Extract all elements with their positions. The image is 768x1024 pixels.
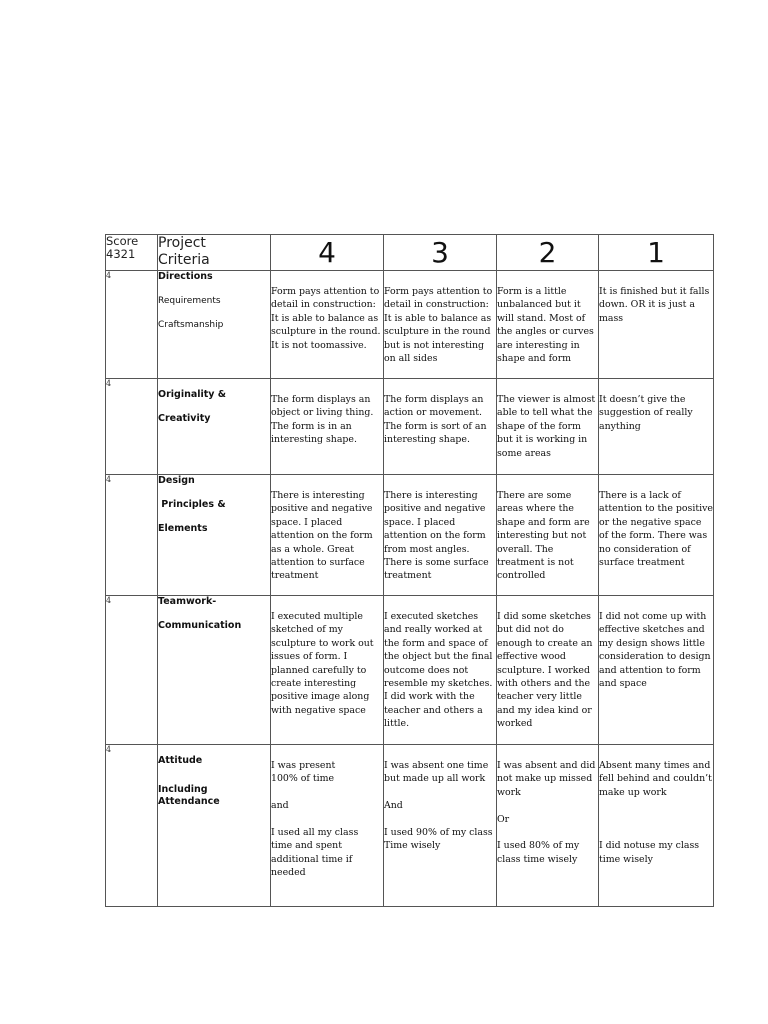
level-4-cell: Form pays attention to detail in construction: It is able to balance as sculpture in the round. It is not toomassive. (271, 271, 384, 379)
table-row (106, 596, 714, 745)
level-4-cell: I was present 100% of time and I used all my class time and spent additional time if needed (271, 745, 384, 907)
criteria-label: Originality & (158, 389, 227, 400)
criteria-label: Directions (158, 271, 213, 282)
level-1-cell: It doesn’t give the suggestion of really anything (599, 379, 714, 475)
score-cell: 4 (106, 745, 158, 907)
level-1-cell: There is a lack of attention to the positive or the negative space of the form. There was no consideration of surface treatment (599, 475, 714, 596)
table-row (106, 745, 714, 907)
level-2-cell: I was absent and did not make up missed work Or I used 80% of my class time wisely (497, 745, 599, 907)
criteria-label: Including Attendance (158, 784, 220, 807)
criteria-header: Project Criteria (158, 235, 271, 271)
level-header-1: 1 (599, 235, 714, 271)
level-4-cell: There is interesting positive and negative space. I placed attention on the form as a whole. Great attention to surface treatment (271, 475, 384, 596)
criteria-cell (158, 379, 271, 475)
table-row (106, 475, 714, 596)
level-1-cell: I did not come up with effective sketches and my design shows little consideration to design and attention to form and space (599, 596, 714, 745)
criteria-sub-label: Requirements (158, 296, 221, 306)
level-2-cell: Form is a little unbalanced but it will stand. Most of the angles or curves are interesting in shape and form (497, 271, 599, 379)
criteria-sub-label: Craftsmanship (158, 320, 224, 330)
level-1-cell: It is finished but it falls down. OR it is just a mass (599, 271, 714, 379)
criteria-label: Design (158, 475, 195, 486)
criteria-cell (158, 596, 271, 745)
level-3-cell: The form displays an action or movement. The form is sort of an interesting shape. (384, 379, 497, 475)
level-header-4: 4 (271, 235, 384, 271)
level-1-cell: Absent many times and fell behind and couldn’t make up work I did notuse my class time wisely (599, 745, 714, 907)
rubric-table (105, 234, 714, 907)
level-3-cell: I was absent one time but made up all work And I used 90% of my class Time wisely (384, 745, 497, 907)
score-cell: 4 (106, 379, 158, 475)
criteria-label: Attitude (158, 755, 203, 766)
level-4-cell: The form displays an object or living thing. The form is in an interesting shape. (271, 379, 384, 475)
table-row (106, 271, 714, 379)
score-cell: 4 (106, 596, 158, 745)
score-cell: 4 (106, 475, 158, 596)
criteria-label: Principles & (158, 499, 226, 510)
level-3-cell: There is interesting positive and negative space. I placed attention on the form from most angles. There is some surface treatment (384, 475, 497, 596)
table-row (106, 379, 714, 475)
level-4-cell: I executed multiple sketched of my sculpture to work out issues of form. I planned carefully to create interesting positive image along with negative space (271, 596, 384, 745)
level-2-cell: The viewer is almost able to tell what the shape of the form but it is working in some areas (497, 379, 599, 475)
criteria-label: Communication (158, 620, 242, 631)
criteria-label: Teamwork- (158, 596, 217, 607)
level-header-3: 3 (384, 235, 497, 271)
score-cell: 4 (106, 271, 158, 379)
table-header-row (106, 235, 714, 271)
level-3-cell: I executed sketches and really worked at the form and space of the object but the final outcome does not resemble my sketches. I did work with the teacher and others a little. (384, 596, 497, 745)
level-header-2: 2 (497, 235, 599, 271)
criteria-label: Elements (158, 523, 208, 534)
level-2-cell: There are some areas where the shape and form are interesting but not overall. The treatment is not controlled (497, 475, 599, 596)
level-3-cell: Form pays attention to detail in construction: It is able to balance as sculpture in the round but is not interesting on all sides (384, 271, 497, 379)
level-2-cell: I did some sketches but did not do enough to create an effective wood sculpture. I worked with others and the teacher very little and my idea kind or worked (497, 596, 599, 745)
criteria-cell (158, 745, 271, 907)
criteria-cell (158, 271, 271, 379)
criteria-cell (158, 475, 271, 596)
criteria-label: Creativity (158, 413, 211, 424)
score-header: Score 4321 (106, 235, 158, 271)
